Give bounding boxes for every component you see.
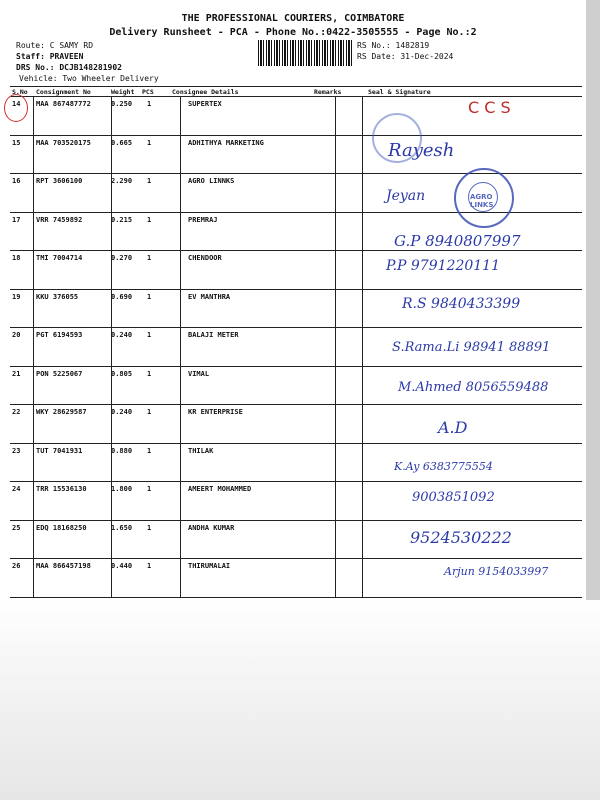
- row-rule: [10, 366, 582, 367]
- vehicle-label: Vehicle: Two Wheeler Delivery: [19, 74, 159, 83]
- col-header-sno: S.No: [12, 88, 28, 96]
- col-header-seal: Seal & Signature: [368, 88, 431, 96]
- cell-pcs: 1: [147, 408, 152, 416]
- cell-sno: 19: [12, 292, 21, 301]
- signature-row-16: G.P 8940807997: [394, 232, 521, 250]
- row-rule: [10, 597, 582, 598]
- row-rule: [10, 327, 582, 328]
- col-divider: [335, 96, 336, 598]
- cell-weight: 0.665: [111, 138, 133, 147]
- cell-consignment: TMI 7004714: [36, 254, 83, 262]
- row-rule: [10, 250, 582, 251]
- signature-row-17: P.P 9791220111: [386, 258, 500, 274]
- cell-consignment: MAA 866457198: [36, 562, 91, 570]
- signature-row-19: S.Rama.Li 98941 88891: [392, 340, 551, 355]
- stamp-text: AGRO LINKS: [470, 193, 494, 209]
- row-rule: [10, 289, 582, 290]
- row-rule: [10, 135, 582, 136]
- cell-pcs: 1: [147, 485, 152, 493]
- cell-weight: 1.650: [111, 523, 133, 532]
- cell-sno: 25: [12, 523, 21, 532]
- cell-sno: 17: [12, 215, 21, 224]
- col-header-remarks: Remarks: [314, 88, 342, 96]
- cell-pcs: 1: [147, 292, 152, 301]
- cell-consignee: ADHITHYA MARKETING: [188, 138, 264, 147]
- cell-sno: 23: [12, 446, 21, 455]
- cell-weight: 0.440: [111, 562, 133, 570]
- signature-row-20: M.Ahmed 8056559488: [398, 380, 549, 395]
- handdrawn-circle: [4, 94, 28, 122]
- drs-number: DRS No.: DCJB148281902: [16, 63, 122, 72]
- rs-date: RS Date: 31-Dec-2024: [357, 52, 454, 61]
- signature-row-23: 9003851092: [412, 490, 495, 505]
- cell-pcs: 1: [147, 562, 152, 570]
- row-rule: [10, 481, 582, 482]
- col-divider: [180, 96, 181, 598]
- col-header-consignee: Consignee Details: [172, 88, 239, 96]
- cell-sno: 26: [12, 562, 21, 570]
- cell-weight: 0.690: [111, 292, 133, 301]
- cell-consignee: SUPERTEX: [188, 100, 222, 108]
- cell-sno: 16: [12, 177, 21, 185]
- cell-consignment: PON 5225067: [36, 369, 83, 378]
- company-title: THE PROFESSIONAL COURIERS, COIMBATORE: [181, 13, 405, 24]
- col-header-pcs: PCS: [142, 88, 154, 96]
- runsheet-subtitle: Delivery Runsheet - PCA - Phone No.:0422-3505555 - Page No.:2: [109, 27, 477, 38]
- cell-sno: 15: [12, 138, 21, 147]
- cell-pcs: 1: [147, 446, 152, 455]
- cell-sno: 24: [12, 485, 21, 493]
- signature-row-18: R.S 9840433399: [402, 296, 521, 312]
- col-header-weight: Weight: [111, 88, 135, 96]
- cell-consignee: EV MANTHRA: [188, 292, 231, 301]
- cell-pcs: 1: [147, 100, 152, 108]
- cell-pcs: 1: [147, 369, 152, 378]
- cell-consignee: BALAJI METER: [188, 331, 239, 339]
- cell-consignment: TUT 7041931: [36, 446, 83, 455]
- cell-weight: 2.290: [111, 177, 133, 185]
- ccs-note: C C S: [468, 98, 511, 117]
- route-label: Route: C SAMY RD: [16, 41, 94, 50]
- col-divider: [33, 96, 34, 598]
- cell-weight: 0.805: [111, 369, 133, 378]
- signature-row-24: 9524530222: [410, 528, 512, 547]
- cell-sno: 20: [12, 331, 21, 339]
- table-header-rule: [10, 96, 582, 97]
- cell-sno: 22: [12, 408, 21, 416]
- cell-consignee: THIRUMALAI: [188, 562, 231, 570]
- cell-consignment: RPT 3606100: [36, 177, 83, 185]
- cell-consignee: AGRO LINNKS: [188, 177, 235, 185]
- cell-pcs: 1: [147, 331, 152, 339]
- cell-weight: 0.270: [111, 254, 133, 262]
- cell-sno: 14: [12, 100, 21, 108]
- cell-consignee: AMEERT MOHAMMED: [188, 485, 252, 493]
- cell-consignment: WKY 28629587: [36, 408, 87, 416]
- col-divider: [362, 96, 363, 598]
- row-rule: [10, 404, 582, 405]
- barcode-image: [258, 40, 353, 66]
- cell-pcs: 1: [147, 523, 152, 532]
- cell-pcs: 1: [147, 138, 152, 147]
- cell-consignment: EDQ 18168250: [36, 523, 87, 532]
- staff-label: Staff: PRAVEEN: [16, 52, 84, 61]
- cell-consignee: PREMRAJ: [188, 215, 218, 224]
- row-rule: [10, 520, 582, 521]
- cell-consignment: MAA 867487772: [36, 100, 91, 108]
- cell-pcs: 1: [147, 254, 152, 262]
- signature-row-21: A.D: [438, 418, 468, 437]
- cell-weight: 0.250: [111, 100, 133, 108]
- cell-pcs: 1: [147, 177, 152, 185]
- cell-sno: 18: [12, 254, 21, 262]
- rs-number: RS No.: 1482819: [357, 41, 430, 50]
- col-header-consignment: Consignment No: [36, 88, 91, 96]
- cell-consignment: KKU 376055: [36, 292, 79, 301]
- cell-weight: 0.240: [111, 331, 133, 339]
- cell-weight: 1.800: [111, 485, 133, 493]
- cell-weight: 0.215: [111, 215, 133, 224]
- cell-consignment: TRR 15536130: [36, 485, 87, 493]
- cell-weight: 0.880: [111, 446, 133, 455]
- cell-consignee: KR ENTERPRISE: [188, 408, 243, 416]
- cell-consignment: VRR 7459892: [36, 215, 83, 224]
- cell-consignee: THILAK: [188, 446, 214, 455]
- cell-consignee: ANDHA KUMAR: [188, 523, 235, 532]
- row-rule: [10, 558, 582, 559]
- signature-row-25: Arjun 9154033997: [444, 565, 549, 578]
- signature-row-14: Rayesh: [388, 140, 455, 161]
- cell-consignment: MAA 703520175: [36, 138, 91, 147]
- table-top-rule: [10, 86, 582, 87]
- cell-pcs: 1: [147, 215, 152, 224]
- signature-row-22: K.Ay 6383775554: [394, 460, 493, 473]
- agro-links-stamp: [454, 168, 514, 228]
- cell-consignment: PGT 6194593: [36, 331, 83, 339]
- cell-consignee: VIMAL: [188, 369, 210, 378]
- cell-weight: 0.240: [111, 408, 133, 416]
- cell-sno: 21: [12, 369, 21, 378]
- row-rule: [10, 443, 582, 444]
- cell-consignee: CHENDOOR: [188, 254, 222, 262]
- signature-row-15: Jeyan: [386, 188, 426, 204]
